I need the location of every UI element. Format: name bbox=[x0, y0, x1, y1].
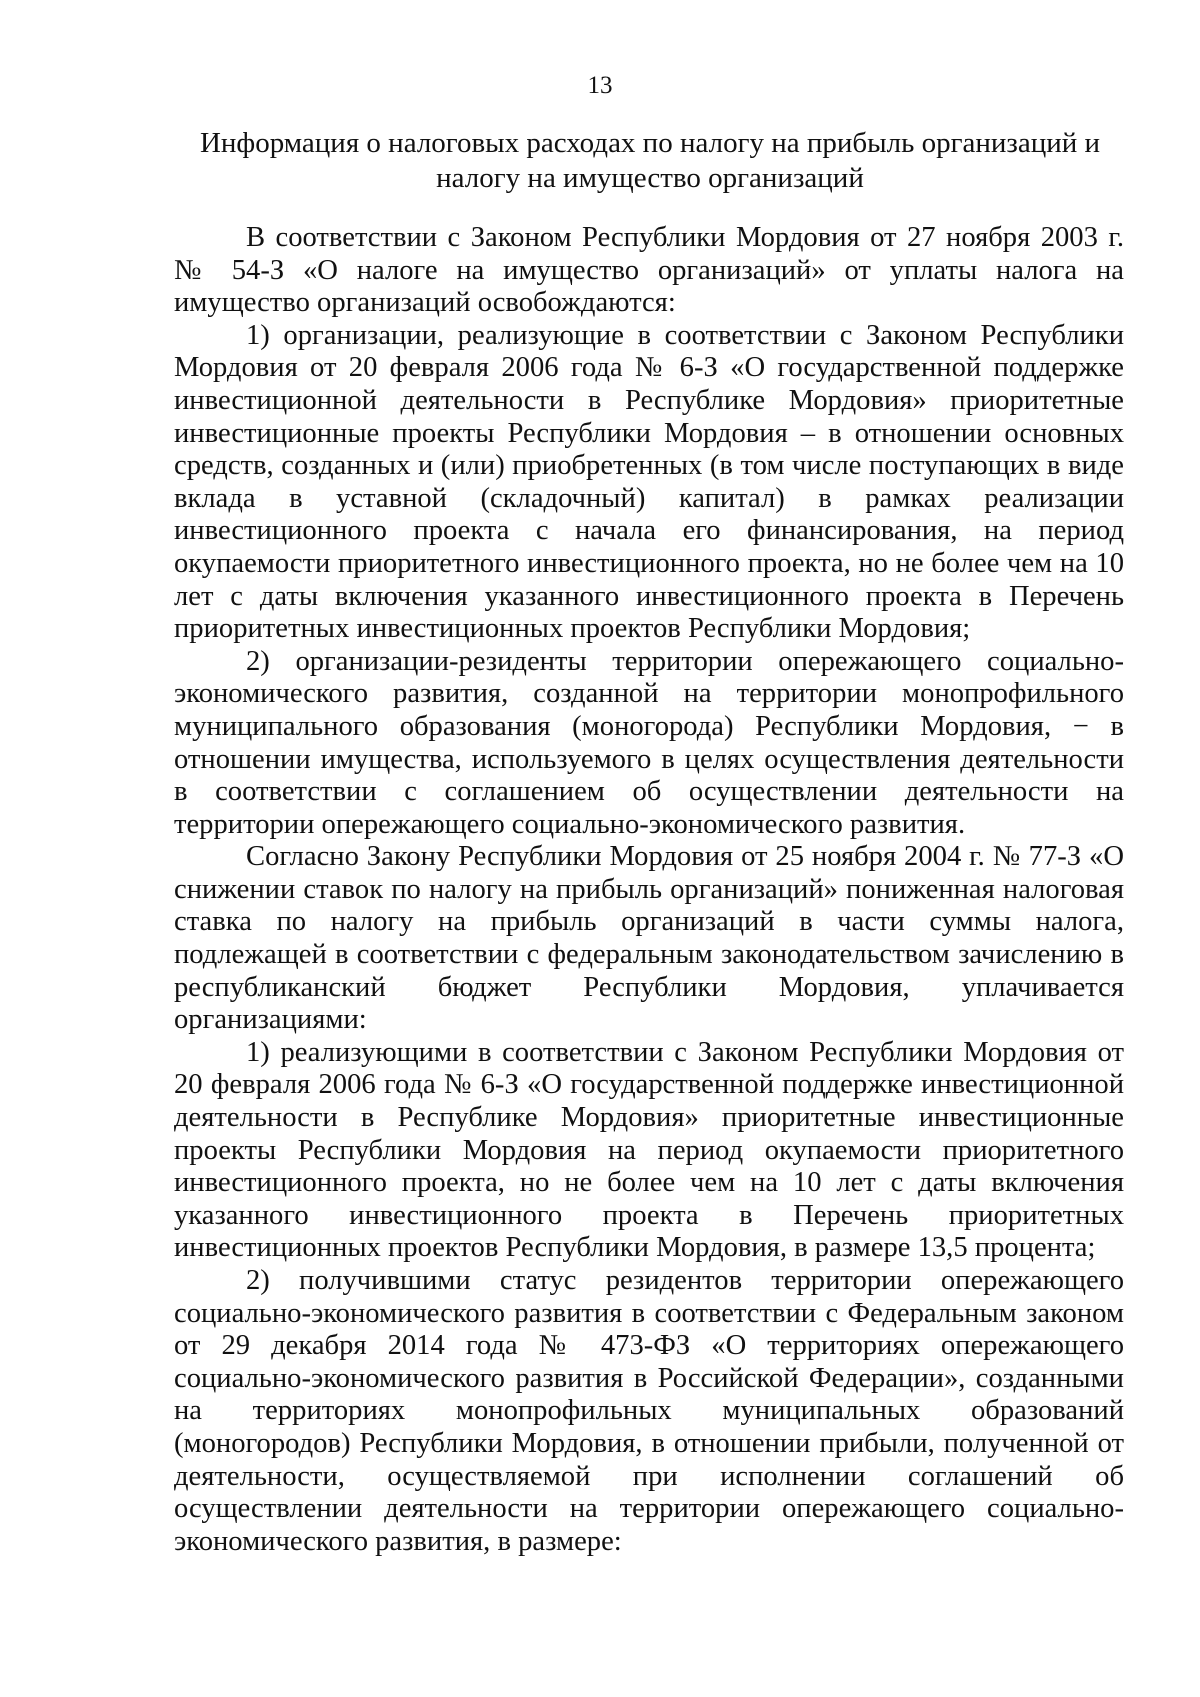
title-line-2: налогу на имущество организаций bbox=[436, 162, 864, 194]
paragraph-property-tax-item-2: 2) организации-резиденты территории опережающего социально-экономического развития, созданной на территории монопрофильного муниципального образования (моногорода) Республики Мордовия, − в отношении имущества, используемого в целях осуществления деятельности в соответствии с соглашением об осуществлении деятельности на территории опережающего социально-экономического развития. bbox=[174, 645, 1124, 840]
title-line-1: Информация о налоговых расходах по налогу на прибыль организаций и bbox=[199, 127, 1101, 159]
paragraph-profit-tax-intro: Согласно Закону Республики Мордовия от 25 ноября 2004 г. № 77-З «О снижении ставок по налогу на прибыль организаций» пониженная налоговая ставка по налогу на прибыль организаций в части суммы налога, подлежащей в соответствии с федеральным законодательством зачислению в республиканский бюджет Республики Мордовия, уплачивается организациями: bbox=[174, 841, 1124, 1036]
document-body bbox=[174, 222, 1124, 1558]
paragraph-property-tax-intro: В соответствии с Законом Республики Мордовия от 27 ноября 2003 г. № 54-З «О налоге на имущество организаций» от уплаты налога на имущество организаций освобождаются: bbox=[174, 222, 1124, 319]
document-title bbox=[175, 126, 1125, 196]
paragraph-property-tax-item-1: 1) организации, реализующие в соответствии с Законом Республики Мордовия от 20 февраля 2006 года № 6-З «О государственной поддержке инвестиционной деятельности в Республике Мордовия» приоритетные инвестиционные проекты Республики Мордовия – в отношении основных средств, созданных и (или) приобретенных (в том числе поступающих в виде вклада в уставной (складочный) капитал) в рамках реализации инвестиционного проекта с начала его финансирования, на период окупаемости приоритетного инвестиционного проекта, но не более чем на 10 лет с даты включения указанного инвестиционного проекта в Перечень приоритетных инвестиционных проектов Республики Мордовия; bbox=[174, 319, 1124, 645]
paragraph-profit-tax-item-2: 2) получившими статус резидентов территории опережающего социально-экономического развития в соответствии с Федеральным законом от 29 декабря 2014 года № 473-ФЗ «О территориях опережающего социально-экономического развития в Российской Федерации», созданными на территориях монопрофильных муниципальных образований (моногородов) Республики Мордовия, в отношении прибыли, полученной от деятельности, осуществляемой при исполнении соглашений об осуществлении деятельности на территории опережающего социально-экономического развития, в размере: bbox=[174, 1265, 1124, 1557]
paragraph-profit-tax-item-1: 1) реализующими в соответствии с Законом Республики Мордовия от 20 февраля 2006 года № 6-З «О государственной поддержке инвестиционной деятельности в Республике Мордовия» приоритетные инвестиционные проекты Республики Мордовия на период окупаемости приоритетного инвестиционного проекта, но не более чем на 10 лет с даты включения указанного инвестиционного проекта в Перечень приоритетных инвестиционных проектов Республики Мордовия, в размере 13,5 процента; bbox=[174, 1036, 1124, 1264]
page-number: 13 bbox=[587, 72, 613, 99]
